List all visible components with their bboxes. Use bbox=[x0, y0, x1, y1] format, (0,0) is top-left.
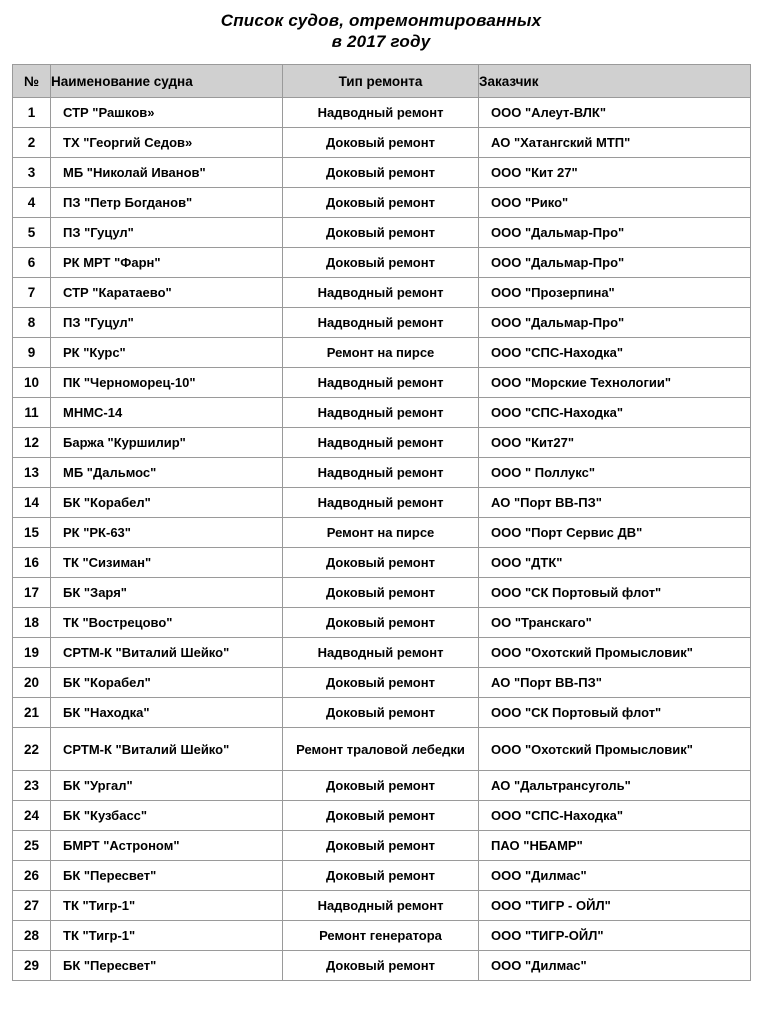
cell-customer: ПАО "НБАМР" bbox=[479, 831, 751, 861]
cell-ship-name: ТК "Тигр-1" bbox=[51, 891, 283, 921]
cell-customer: ООО "ТИГР-ОЙЛ" bbox=[479, 921, 751, 951]
cell-customer: АО "Хатангский МТП" bbox=[479, 128, 751, 158]
cell-number: 27 bbox=[13, 891, 51, 921]
table-row bbox=[13, 668, 751, 698]
table-row bbox=[13, 368, 751, 398]
cell-repair-type: Доковый ремонт bbox=[283, 158, 479, 188]
cell-ship-name: ТК "Тигр-1" bbox=[51, 921, 283, 951]
cell-repair-type: Ремонт на пирсе bbox=[283, 518, 479, 548]
cell-repair-type: Доковый ремонт bbox=[283, 771, 479, 801]
cell-number: 28 bbox=[13, 921, 51, 951]
cell-number: 29 bbox=[13, 951, 51, 981]
cell-customer: ООО "Охотский Промысловик" bbox=[479, 638, 751, 668]
table-row bbox=[13, 98, 751, 128]
cell-number: 22 bbox=[13, 728, 51, 771]
table-row bbox=[13, 608, 751, 638]
cell-ship-name: СТР "Каратаево" bbox=[51, 278, 283, 308]
cell-ship-name: РК МРТ "Фарн" bbox=[51, 248, 283, 278]
cell-number: 3 bbox=[13, 158, 51, 188]
cell-customer: ООО "Рико" bbox=[479, 188, 751, 218]
table-row bbox=[13, 698, 751, 728]
table-row bbox=[13, 638, 751, 668]
cell-repair-type: Надводный ремонт bbox=[283, 398, 479, 428]
cell-customer: ООО "Дилмас" bbox=[479, 861, 751, 891]
cell-number: 4 bbox=[13, 188, 51, 218]
cell-ship-name: БК "Заря" bbox=[51, 578, 283, 608]
page-title-line-1: Список судов, отремонтированных bbox=[220, 11, 542, 30]
cell-number: 20 bbox=[13, 668, 51, 698]
ships-table bbox=[12, 64, 751, 981]
cell-number: 25 bbox=[13, 831, 51, 861]
cell-ship-name: ТК "Сизиман" bbox=[51, 548, 283, 578]
cell-ship-name: РК "Курс" bbox=[51, 338, 283, 368]
cell-repair-type: Доковый ремонт bbox=[283, 861, 479, 891]
cell-customer: ООО "Морские Технологии" bbox=[479, 368, 751, 398]
table-row bbox=[13, 861, 751, 891]
cell-number: 14 bbox=[13, 488, 51, 518]
cell-number: 24 bbox=[13, 801, 51, 831]
cell-ship-name: БК "Корабел" bbox=[51, 488, 283, 518]
table-row bbox=[13, 801, 751, 831]
cell-customer: ООО "Алеут-ВЛК" bbox=[479, 98, 751, 128]
table-row bbox=[13, 218, 751, 248]
page-title bbox=[12, 10, 750, 52]
table-row bbox=[13, 518, 751, 548]
cell-repair-type: Ремонт на пирсе bbox=[283, 338, 479, 368]
cell-number: 11 bbox=[13, 398, 51, 428]
cell-customer: АО "Порт ВВ-ПЗ" bbox=[479, 668, 751, 698]
cell-repair-type: Надводный ремонт bbox=[283, 638, 479, 668]
cell-ship-name: БК "Пересвет" bbox=[51, 951, 283, 981]
cell-customer: ООО "Дальмар-Про" bbox=[479, 218, 751, 248]
cell-ship-name: СТР "Рашков» bbox=[51, 98, 283, 128]
table-row bbox=[13, 458, 751, 488]
cell-customer: ООО "СК Портовый флот" bbox=[479, 578, 751, 608]
cell-number: 19 bbox=[13, 638, 51, 668]
cell-number: 12 bbox=[13, 428, 51, 458]
cell-repair-type: Доковый ремонт bbox=[283, 248, 479, 278]
cell-repair-type: Доковый ремонт bbox=[283, 668, 479, 698]
cell-repair-type: Ремонт генератора bbox=[283, 921, 479, 951]
cell-ship-name: БК "Пересвет" bbox=[51, 861, 283, 891]
cell-customer: ООО "Порт Сервис ДВ" bbox=[479, 518, 751, 548]
column-header-customer: Заказчик bbox=[479, 65, 751, 98]
cell-repair-type: Надводный ремонт bbox=[283, 428, 479, 458]
table-row bbox=[13, 488, 751, 518]
cell-customer: ООО "Кит 27" bbox=[479, 158, 751, 188]
cell-customer: ООО "СПС-Находка" bbox=[479, 398, 751, 428]
cell-customer: ООО "Дальмар-Про" bbox=[479, 308, 751, 338]
cell-repair-type: Надводный ремонт bbox=[283, 488, 479, 518]
cell-ship-name: ПК "Черноморец-10" bbox=[51, 368, 283, 398]
table-row bbox=[13, 248, 751, 278]
cell-customer: ООО "СПС-Находка" bbox=[479, 801, 751, 831]
cell-repair-type: Надводный ремонт bbox=[283, 98, 479, 128]
cell-repair-type: Доковый ремонт bbox=[283, 831, 479, 861]
table-row bbox=[13, 188, 751, 218]
table-row bbox=[13, 578, 751, 608]
cell-repair-type: Надводный ремонт bbox=[283, 891, 479, 921]
cell-customer: ООО "Дилмас" bbox=[479, 951, 751, 981]
cell-customer: ООО "ТИГР - ОЙЛ" bbox=[479, 891, 751, 921]
table-header bbox=[13, 65, 751, 98]
table-row bbox=[13, 548, 751, 578]
cell-customer: АО "Порт ВВ-ПЗ" bbox=[479, 488, 751, 518]
cell-ship-name: БК "Кузбасс" bbox=[51, 801, 283, 831]
cell-customer: ООО "ДТК" bbox=[479, 548, 751, 578]
cell-ship-name: МБ "Дальмос" bbox=[51, 458, 283, 488]
cell-customer: ООО "Кит27" bbox=[479, 428, 751, 458]
cell-number: 10 bbox=[13, 368, 51, 398]
cell-repair-type: Надводный ремонт bbox=[283, 278, 479, 308]
cell-ship-name: БК "Корабел" bbox=[51, 668, 283, 698]
table-row bbox=[13, 278, 751, 308]
cell-ship-name: БК "Находка" bbox=[51, 698, 283, 728]
cell-repair-type: Доковый ремонт bbox=[283, 188, 479, 218]
column-header-repair-type: Тип ремонта bbox=[283, 65, 479, 98]
cell-number: 21 bbox=[13, 698, 51, 728]
table-row bbox=[13, 728, 751, 771]
cell-repair-type: Доковый ремонт bbox=[283, 218, 479, 248]
table-row bbox=[13, 338, 751, 368]
cell-number: 2 bbox=[13, 128, 51, 158]
table-row bbox=[13, 128, 751, 158]
table-row bbox=[13, 891, 751, 921]
table-row bbox=[13, 951, 751, 981]
table-row bbox=[13, 308, 751, 338]
cell-repair-type: Надводный ремонт bbox=[283, 368, 479, 398]
cell-repair-type: Надводный ремонт bbox=[283, 458, 479, 488]
cell-number: 1 bbox=[13, 98, 51, 128]
cell-ship-name: СРТМ-К "Виталий Шейко" bbox=[51, 638, 283, 668]
cell-customer: ООО "Охотский Промысловик" bbox=[479, 728, 751, 771]
cell-repair-type: Доковый ремонт bbox=[283, 698, 479, 728]
cell-number: 18 bbox=[13, 608, 51, 638]
cell-customer: ООО "СПС-Находка" bbox=[479, 338, 751, 368]
cell-ship-name: ТК "Вострецово" bbox=[51, 608, 283, 638]
cell-ship-name: СРТМ-К "Виталий Шейко" bbox=[51, 728, 283, 771]
cell-customer: ООО "Прозерпина" bbox=[479, 278, 751, 308]
cell-number: 9 bbox=[13, 338, 51, 368]
cell-ship-name: Баржа "Куршилир" bbox=[51, 428, 283, 458]
cell-number: 7 bbox=[13, 278, 51, 308]
cell-repair-type: Доковый ремонт bbox=[283, 801, 479, 831]
cell-repair-type: Доковый ремонт bbox=[283, 951, 479, 981]
cell-ship-name: МНМС-14 bbox=[51, 398, 283, 428]
cell-repair-type: Доковый ремонт bbox=[283, 608, 479, 638]
page-title-line-2: в 2017 году bbox=[331, 32, 431, 51]
cell-repair-type: Ремонт траловой лебедки bbox=[283, 728, 479, 771]
cell-customer: ОО "Транскаго" bbox=[479, 608, 751, 638]
cell-repair-type: Доковый ремонт bbox=[283, 128, 479, 158]
table-row bbox=[13, 398, 751, 428]
column-header-number: № bbox=[13, 65, 51, 98]
cell-number: 16 bbox=[13, 548, 51, 578]
cell-repair-type: Доковый ремонт bbox=[283, 578, 479, 608]
column-header-ship-name: Наименование судна bbox=[51, 65, 283, 98]
table-row bbox=[13, 158, 751, 188]
cell-number: 17 bbox=[13, 578, 51, 608]
cell-number: 8 bbox=[13, 308, 51, 338]
cell-customer: АО "Дальтрансуголь" bbox=[479, 771, 751, 801]
cell-ship-name: РК "РК-63" bbox=[51, 518, 283, 548]
cell-ship-name: ПЗ "Петр Богданов" bbox=[51, 188, 283, 218]
cell-number: 6 bbox=[13, 248, 51, 278]
cell-customer: ООО "Дальмар-Про" bbox=[479, 248, 751, 278]
table-row bbox=[13, 921, 751, 951]
table-body bbox=[13, 98, 751, 981]
cell-repair-type: Доковый ремонт bbox=[283, 548, 479, 578]
cell-number: 23 bbox=[13, 771, 51, 801]
cell-ship-name: БМРТ "Астроном" bbox=[51, 831, 283, 861]
cell-customer: ООО " Поллукс" bbox=[479, 458, 751, 488]
cell-ship-name: ПЗ "Гуцул" bbox=[51, 308, 283, 338]
cell-number: 15 bbox=[13, 518, 51, 548]
cell-number: 13 bbox=[13, 458, 51, 488]
cell-ship-name: ПЗ "Гуцул" bbox=[51, 218, 283, 248]
cell-ship-name: МБ "Николай Иванов" bbox=[51, 158, 283, 188]
cell-number: 5 bbox=[13, 218, 51, 248]
table-row bbox=[13, 771, 751, 801]
table-row bbox=[13, 428, 751, 458]
cell-customer: ООО "СК Портовый флот" bbox=[479, 698, 751, 728]
cell-repair-type: Надводный ремонт bbox=[283, 308, 479, 338]
cell-ship-name: БК "Ургал" bbox=[51, 771, 283, 801]
table-header-row bbox=[13, 65, 751, 98]
table-row bbox=[13, 831, 751, 861]
cell-number: 26 bbox=[13, 861, 51, 891]
cell-ship-name: ТХ "Георгий Седов» bbox=[51, 128, 283, 158]
